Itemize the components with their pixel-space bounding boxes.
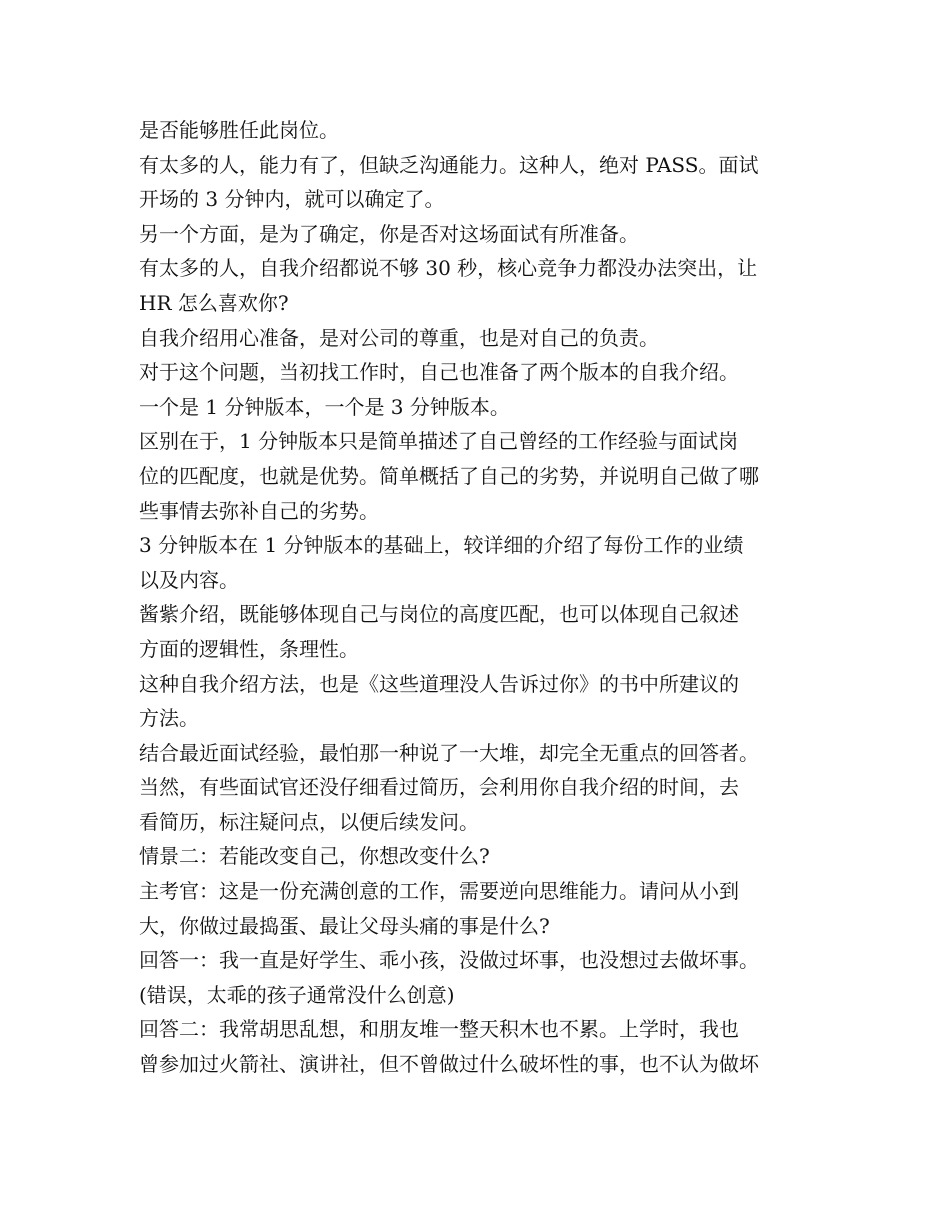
text-line: 大，你做过最捣蛋、最让父母头痛的事是什么? [139, 913, 550, 938]
text-line: 回答二：我常胡思乱想，和朋友堆一整天积木也不累。上学时，我也 [139, 1017, 739, 1042]
text-line: 是否能够胜任此岗位。 [139, 118, 339, 142]
document-body [139, 113, 829, 1082]
text-line: 位的匹配度，也就是优势。简单概括了自己的劣势，并说明自己做了哪 [139, 463, 759, 488]
text-line: 方法。 [139, 706, 199, 731]
text-line: 些事情去弥补自己的劣势。 [139, 498, 379, 523]
text-line: 有太多的人，自我介绍都说不够 30 秒，核心竞争力都没办法突出，让 [139, 256, 758, 281]
text-line: 有太多的人，能力有了，但缺乏沟通能力。这种人，绝对 PASS。面试 [139, 152, 759, 177]
text-line: 主考官：这是一份充满创意的工作，需要逆向思维能力。请问从小到 [139, 879, 739, 904]
text-line: 情景二：若能改变自己，你想改变什么? [139, 844, 490, 869]
text-line: 酱紫介绍，既能够体现自己与岗位的高度匹配，也可以体现自己叙述 [139, 602, 739, 627]
text-line: 看简历，标注疑问点，以便后续发问。 [139, 809, 479, 834]
text-line: 开场的 3 分钟内，就可以确定了。 [139, 187, 445, 212]
text-line: (错误，太乖的孩子通常没什么创意) [139, 982, 455, 1007]
text-line: 以及内容。 [139, 567, 239, 592]
text-line: HR 怎么喜欢你? [139, 290, 289, 315]
text-line: 另一个方面，是为了确定，你是否对这场面试有所准备。 [139, 221, 639, 246]
text-line: 3 分钟版本在 1 分钟版本的基础上，较详细的介绍了每份工作的业绩 [139, 533, 744, 558]
text-line: 结合最近面试经验，最怕那一种说了一大堆，却完全无重点的回答者。 [139, 740, 759, 765]
text-line: 自我介绍用心准备，是对公司的尊重，也是对自己的负责。 [139, 325, 659, 350]
text-line: 回答一：我一直是好学生、乖小孩，没做过坏事，也没想过去做坏事。 [139, 948, 759, 973]
text-line: 当然，有些面试官还没仔细看过简历，会利用你自我介绍的时间，去 [139, 775, 739, 800]
text-line: 曾参加过火箭社、演讲社，但不曾做过什么破坏性的事，也不认为做坏 [139, 1052, 759, 1077]
text-line: 方面的逻辑性，条理性。 [139, 636, 359, 661]
text-line: 区别在于，1 分钟版本只是简单描述了自己曾经的工作经验与面试岗 [139, 429, 739, 454]
text-line: 一个是 1 分钟版本，一个是 3 分钟版本。 [139, 394, 510, 419]
text-line: 对于这个问题，当初找工作时，自己也准备了两个版本的自我介绍。 [139, 360, 739, 385]
text-line: 这种自我介绍方法，也是《这些道理没人告诉过你》的书中所建议的 [139, 671, 739, 696]
